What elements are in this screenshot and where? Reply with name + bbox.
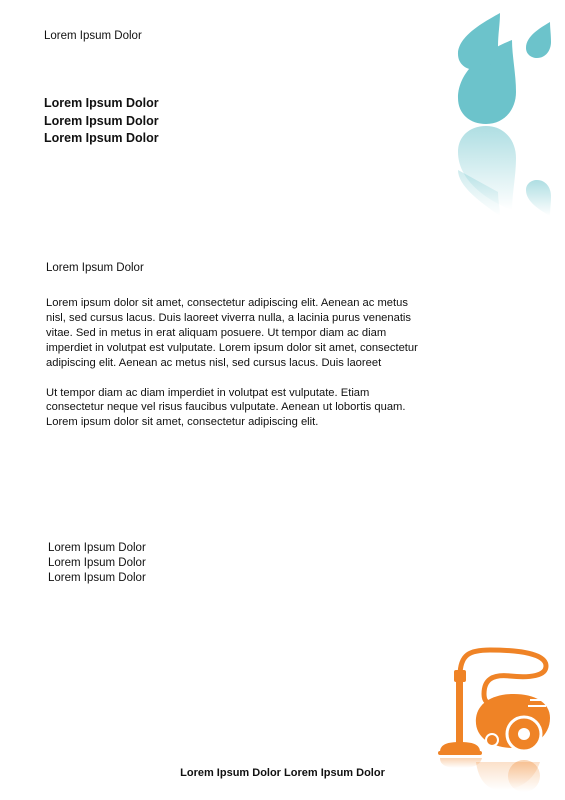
- sender-name: Lorem Ipsum Dolor: [44, 30, 142, 42]
- recipient-line: Lorem Ipsum Dolor: [44, 131, 159, 145]
- signature-line: Lorem Ipsum Dolor: [48, 572, 146, 584]
- recipient-line: Lorem Ipsum Dolor: [44, 96, 159, 110]
- small-drop: [526, 22, 551, 58]
- signature-line: Lorem Ipsum Dolor: [48, 542, 146, 554]
- salutation: Lorem Ipsum Dolor: [46, 262, 144, 274]
- body-paragraph: Ut tempor diam ac diam imperdiet in volutpat est vulputate. Etiam consectetur neque vel risus faucibus vulputate. Aenean ut lobortis quam. Lorem ipsum dolor sit amet, consectetur adipiscing elit.: [46, 386, 406, 429]
- vacuum-wand: [456, 680, 463, 746]
- small-drop-reflection: [526, 180, 551, 216]
- recipient-address: [44, 95, 159, 148]
- signature-block: [48, 541, 146, 586]
- body-paragraph: Lorem ipsum dolor sit amet, consectetur adipiscing elit. Aenean ac metus nisl, sed cursus lacus. Duis laoreet viverra nulla, a lacinia purus venenatis vitae. Sed in metus in erat aliquam posuere. Ut tempor diam ac diam imperdiet in volutpat est vulputate. Lorem ipsum dolor sit amet, consectetur adipiscing elit. Aenean ac metus nisl, sed cursus lacus. Duis laoreet: [46, 297, 418, 369]
- water-drops-icon: [450, 10, 558, 222]
- signature-line: Lorem Ipsum Dolor: [48, 557, 146, 569]
- recipient-line: Lorem Ipsum Dolor: [44, 113, 159, 128]
- letter-body: [46, 296, 418, 445]
- vacuum-nozzle: [440, 742, 480, 752]
- footer-text: Lorem Ipsum Dolor Lorem Ipsum Dolor: [180, 767, 385, 779]
